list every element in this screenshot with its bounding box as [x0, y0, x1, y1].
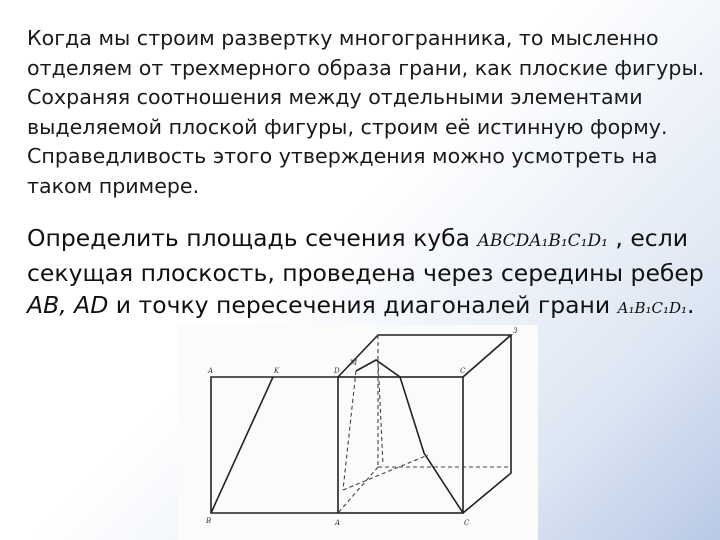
- task-line-3: [27, 289, 712, 324]
- vertex-label: 3: [513, 327, 518, 335]
- vertex-label: M: [350, 359, 358, 367]
- task-text: Определить площадь сечения куба: [27, 224, 478, 252]
- task-line-1: [27, 222, 712, 257]
- vertex-labels: [205, 327, 518, 527]
- task-paragraph: [27, 222, 712, 324]
- intro-line: Когда мы строим развертку многогранника, то мысленно: [27, 26, 659, 50]
- intro-line: отделяем от трехмерного образа грани, как плоские фигуры.: [27, 55, 705, 80]
- intro-line: таком примере.: [27, 173, 200, 198]
- face-name-formula: A₁B₁C₁D₁: [617, 299, 688, 317]
- edges-formula: AB, AD: [27, 291, 109, 319]
- task-text: .: [687, 291, 695, 319]
- vertex-label: B: [206, 517, 212, 525]
- task-text: и точку пересечения диагоналей грани: [108, 291, 618, 319]
- intro-line: Справедливость этого утверждения можно усмотреть на: [27, 144, 658, 168]
- intro-line: Сохраняя соотношения между отдельными элементами: [27, 85, 643, 109]
- vertex-label: C: [464, 519, 470, 527]
- cube-drawing: [178, 325, 538, 540]
- vertex-label: K: [274, 367, 280, 375]
- cube-name-formula: ABCDA₁B₁C₁D₁: [477, 231, 608, 251]
- intro-paragraph: [27, 24, 707, 201]
- vertex-label: D: [334, 367, 340, 375]
- solid-edges: [211, 335, 511, 513]
- hidden-edges: [338, 335, 511, 513]
- task-text: , если: [607, 224, 689, 252]
- vertex-label: A: [208, 367, 214, 375]
- task-line-2: секущая плоскость, проведена через середины ребер: [27, 259, 704, 287]
- vertex-label: A: [335, 519, 341, 527]
- vertex-label: C: [460, 367, 466, 375]
- cube-section-figure: [178, 325, 538, 540]
- intro-line: выделяемой плоской фигуры, строим её истинную форму.: [27, 114, 668, 139]
